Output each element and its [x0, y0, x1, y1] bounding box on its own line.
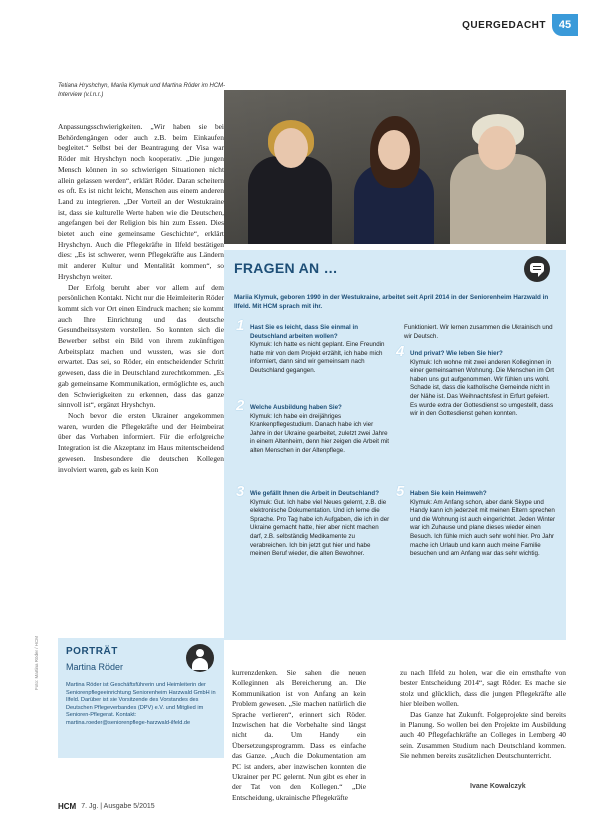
- article-column-right: [400, 668, 566, 762]
- page-footer: [58, 802, 155, 811]
- fragen-title: FRAGEN AN …: [234, 260, 338, 276]
- qa-answer: Klymuk: Am Anfang schon, aber dank Skype und Handy kann ich jederzeit mit meinen Eltern sprechen und die Wohnung ist auch eingerichtet. Jeden Winter war ich Zuhause und plane dieses wieder einen Besuch. Ich fühle mich auch sehr wohl hier. Pro Jahr mache ich Urlaub und kann auch meine Familie besuchen und am Anfang war das sehr wichtig.: [410, 498, 556, 558]
- qa-side-text: Funktioniert. Wir lernen zusammen die Ukrainisch und wir Deutsch.: [404, 324, 553, 340]
- portrait-name: Martina Röder: [66, 662, 124, 672]
- qa-number: 3: [236, 483, 245, 500]
- qa-item: [396, 343, 556, 419]
- interview-photo: [224, 90, 566, 244]
- article-column-middle: kurrenzdenken. Sie sahen die neuen Kolleginnen als Bereicherung an. Die Kommunikation ist von Anfang an kein Problem gewesen. „Sie machen natürlich die Sprache verlieren“, erinnert sich Röder. Inzwischen hat die Vorbehalte sind längst nicht da. Um Handy ein Übersetzungsprogramm. Dass es einfache das Ganze. „Auch die Dokumentation am PC ist anders, aber inzwischen konnten die Ukrainer per PC gelernt. Nun gibt es eher in der Tat von den Kollegen.“ „Die Entscheidung, ukrainische Pflegekräfte: [232, 668, 366, 802]
- portrait-text: Martina Röder ist Geschäftsführerin und Heimleiterin der Seniorenpflegeeinrichtung Seniorenheim Harzwald GmbH in Ilfeld. Darüber ist sie Vorsitzende des Vorstandes des Deutschen Pflegeverbandes (DPV) e.V. und Mitglied im Senioren-Pflegerat. Kontakt: martina.roeder@seniorenpflege-harzwald-ilfeld.de: [66, 682, 216, 726]
- page-number: 45: [552, 14, 578, 36]
- qa-question: Hast Sie es leicht, dass Sie einmal in Deutschland arbeiten wollen?: [250, 324, 358, 340]
- qa-answer: Klymuk: Ich habe ein dreijähriges Krankenpflegestudium. Danach habe ich vier Jahre in der Ukraine gearbeitet, zuletzt zwei Jahre in einem Altenheim, denn hier zeigen die Arbeit mit alten Menschen in der Altenpflege.: [250, 412, 389, 454]
- qa-number: 4: [396, 343, 405, 360]
- qa-number: 1: [236, 317, 245, 334]
- article-paragraph: Noch bevor die ersten Ukrainer angekommen waren, wurden die Pflegekräfte und der Heimbeirat über das Vorhaben informiert. Für die erfolgreiche Integration ist die Akzeptanz im Haus mitentscheidend gewesen. Insbesondere die deutschen Kollegen involviert waren, gab es kein Kon: [58, 410, 224, 474]
- portrait-title: PORTRÄT: [66, 646, 118, 657]
- speech-bubble-icon: [524, 256, 550, 282]
- person-icon: [186, 644, 214, 672]
- photo-caption: Tetiana Hryshchyn, Mariia Klymuk und Martina Röder im HCM-Interview (v.l.n.r.): [58, 83, 226, 98]
- qa-question: Welche Ausbildung haben Sie?: [250, 404, 342, 411]
- qa-item: [396, 483, 556, 559]
- article-column-left: [58, 122, 224, 475]
- article-paragraph: Anpassungsschwierigkeiten. „Wir haben sie bei Behördengängen oder auch z.B. beim Einkaufen begleitet.“ Selbst bei der Beantragung der Visa war Röder mit Hryshchyn noch kooperativ. „Die jungen Mensch können in so schwierigen Situationen nicht allein gelassen werden“, erklärt Röder. Daran scheitern es oft. Es ist nicht leicht, Menschen aus einem anderen Land zu integrieren. „Der Vorteil an der Westukraine ist, dass sie kulturelle Werte haben wie die Deutschen, angefangen bei der Religion bis hin zum Essen. Dies bietet auch eine gemeinsame Geschichte“, erklärt Hryshchyn. Auch die Pflegekräfte in Ilfeld bestätigen dies: „Es ist schwerer, wenn Pflegekräfte aus Ländern mit anderer Kultur und Mentalität kommen“, so Hryshchyn weiter.: [58, 122, 224, 281]
- qa-item: [236, 397, 390, 456]
- author-signature: Ivane Kowalczyk: [470, 783, 526, 790]
- qa-number: 5: [396, 483, 405, 500]
- footer-issue: 7. Jg. | Ausgabe 5/2015: [81, 803, 155, 810]
- photo-credit: Foto: Martina Röder / HCM: [34, 635, 39, 690]
- article-paragraph: zu nach Ilfeld zu holen, war die ein ernsthafte von bester Entscheidung 2014“, sagt Röder. Es mache sie stolz und glücklich, dass die jungen Pflegekräfte alle hier bleiben wollen.: [400, 668, 566, 709]
- qa-question: Und privat? Wie leben Sie hier?: [410, 350, 503, 357]
- qa-answer: Klymuk: Ich wohne mit zwei anderen Kolleginnen in einer gemeinsamen Wohnung. Die Menschen im Ort haben uns gut aufgenommen. Wir fühlen uns wohl. Schade ist, dass die katholische Gemeinde nicht in der Nähe ist. Das Weihnachtsfest in Erfurt gefeiert. Es wurde extra der Gottesdienst so umgestellt, dass wir in den Gottesdienst gehen konnten.: [410, 358, 554, 418]
- article-paragraph: Der Erfolg beruht aber vor allem auf dem persönlichen Kontakt. Nicht nur die Heimleiterin Röder kommt sich vor Ort einen Eindruck machen; sie kommt auch Ihre Einrichtung und das deutsche Gesundheitssystem vorstellen. So konnten sich die Bewerber selbst ein Bild von ihrem zukünftigen Arbeitsplatz machen und wussten, was sie dort erwartet. Das sei, so Röder, ein entscheidender Schritt gewesen, dass die in Deutschland zurechtkommen. „Es gab gemeinsame Kommunikation, ermöglichte es, auch den Schwierigkeiten zu erkennen, dass das ganze sinnvoll ist“, ergänzt Hryshchyn.: [58, 282, 224, 410]
- qa-question: Wie gefällt Ihnen die Arbeit in Deutschland?: [250, 490, 379, 497]
- qa-answer: Klymuk: Gut. Ich habe viel Neues gelernt, z.B. die elektronische Dokumentation. Und ich lerne die Sprache. Pro Tag habe ich Aufgaben, die ich in der Ukraine gemacht hatte, hier aber nicht machen darf, z.B. selbständig Medikamente zu verabreichen. Ich bin jetzt gut hier und habe meinen Beruf wieder, die alten Bewohner.: [250, 498, 390, 558]
- qa-answer: Klymuk: Ich hatte es nicht geplant. Eine Freundin hatte mir von dem Projekt erzählt, ich habe mich informiert, dann sind wir gemeinsam nach Deutschland gegangen.: [250, 341, 385, 374]
- qa-number: 2: [236, 397, 245, 414]
- footer-brand: HCM: [58, 802, 77, 811]
- page-header: [462, 14, 578, 36]
- fragen-intro: Mariia Klymuk, geboren 1990 in der Westukraine, arbeitet seit April 2014 in der Seniorenheim Harzwald in Ilfeld. Mit HCM sprach mit ihr.: [234, 294, 549, 310]
- section-label: QUERGEDACHT: [462, 19, 546, 31]
- fragen-an-box: [224, 250, 566, 640]
- article-paragraph: Das Ganze hat Zukunft. Folgeprojekte sind bereits in Planung. So wollen bei den Projekte im Ausbildung auch 40 Pflegefachkräfte an Colleges in Lemberg 40 sein. Zusammen Studium nach Deutschland kommen. Sie nehmen bereits zusätzlichen Deutschunterricht.: [400, 709, 566, 761]
- qa-question: Haben Sie kein Heimweh?: [410, 490, 487, 497]
- qa-item: [236, 317, 390, 376]
- qa-item: [236, 483, 390, 559]
- portrait-box: [58, 638, 224, 758]
